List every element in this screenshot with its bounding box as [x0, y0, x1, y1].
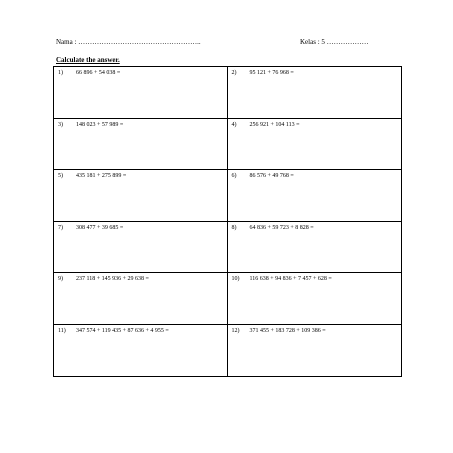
question-expression: 308 477 + 39 685 =: [76, 224, 124, 231]
question-number: 11): [58, 327, 66, 334]
question-expression: 148 023 + 57 989 =: [76, 121, 124, 128]
question-cell-2[interactable]: [228, 67, 402, 119]
question-number: 6): [231, 173, 237, 179]
instruction-heading: Calculate the answer.: [56, 56, 120, 64]
question-number: 9): [58, 276, 63, 282]
question-cell-5[interactable]: [54, 170, 228, 222]
question-expression: 64 836 + 59 723 + 8 828 =: [249, 224, 314, 231]
name-field: Nama : ……………………………………………..: [56, 38, 201, 46]
question-number: 4): [231, 121, 237, 128]
question-number: 3): [58, 121, 63, 128]
question-grid: [53, 66, 402, 377]
question-expression: 256 921 + 104 113 =: [249, 121, 300, 128]
question-cell-8[interactable]: [228, 222, 402, 274]
question-expression: 435 181 + 275 899 =: [76, 173, 127, 179]
question-expression: 237 118 + 145 936 + 29 638 =: [76, 276, 149, 282]
question-cell-3[interactable]: [54, 119, 228, 171]
question-cell-6[interactable]: [228, 170, 402, 222]
question-expression: 86 576 + 49 768 =: [249, 173, 294, 179]
question-number: 1): [58, 70, 63, 76]
question-cell-7[interactable]: [54, 222, 228, 274]
question-cell-9[interactable]: [54, 273, 228, 325]
question-number: 5): [58, 173, 63, 179]
question-cell-11[interactable]: [54, 325, 228, 377]
question-cell-4[interactable]: [228, 119, 402, 171]
question-number: 10): [231, 276, 240, 282]
question-number: 7): [58, 224, 63, 231]
question-cell-10[interactable]: [228, 273, 402, 325]
question-expression: 347 574 + 119 435 + 87 636 + 4 955 =: [76, 327, 169, 334]
question-expression: 371 455 + 183 728 + 109 386 =: [249, 327, 326, 334]
question-expression: 116 638 + 94 836 + 7 457 + 628 =: [249, 276, 332, 282]
question-expression: 66 896 + 54 038 =: [76, 70, 121, 76]
question-cell-12[interactable]: [228, 325, 402, 377]
question-number: 12): [231, 327, 240, 334]
question-expression: 95 121 + 76 968 =: [249, 70, 294, 76]
question-number: 8): [231, 224, 237, 231]
question-number: 2): [231, 70, 237, 76]
worksheet-header: [56, 36, 396, 48]
question-cell-1[interactable]: [54, 67, 228, 119]
class-field: Kelas : 5 ………………: [300, 38, 369, 46]
